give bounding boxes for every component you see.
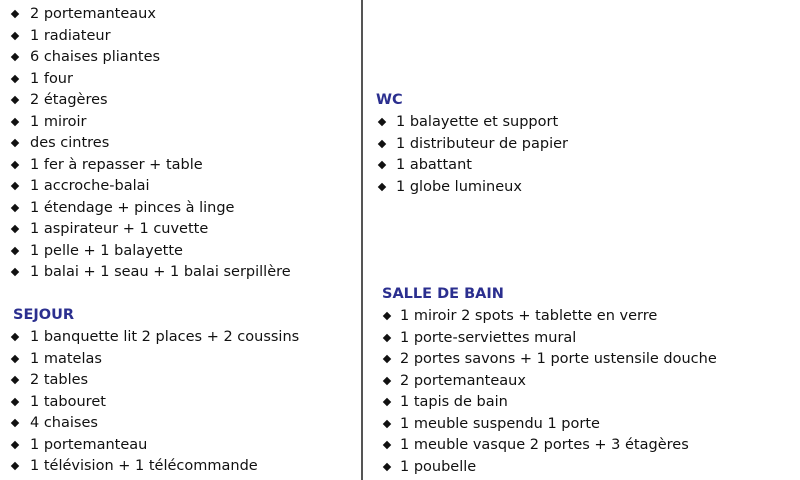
diamond-bullet-icon xyxy=(378,118,386,126)
diamond-bullet-icon xyxy=(11,462,19,470)
list-item-label: 1 balai + 1 seau + 1 balai serpillère xyxy=(30,264,291,280)
list-item-label: 6 chaises pliantes xyxy=(30,49,161,65)
diamond-bullet-icon xyxy=(383,462,391,470)
diamond-bullet-icon xyxy=(383,312,391,320)
list-item xyxy=(366,392,717,414)
list-item-label: 1 meuble vasque 2 portes + 3 étagères xyxy=(400,437,689,453)
section-heading-sejour: SEJOUR xyxy=(13,307,75,323)
list-item-label: 1 matelas xyxy=(30,350,102,367)
list-item xyxy=(0,69,291,91)
inventory-list-wc xyxy=(366,112,568,198)
diamond-bullet-icon xyxy=(378,139,386,147)
list-item-label: 1 accroche-balai xyxy=(30,178,150,194)
diamond-bullet-icon xyxy=(11,268,19,276)
diamond-bullet-icon xyxy=(11,225,19,233)
section-heading-salle-de-bain: SALLE DE BAIN xyxy=(382,286,504,302)
diamond-bullet-icon xyxy=(11,397,19,405)
diamond-bullet-icon xyxy=(11,333,19,341)
list-item-label: 1 miroir 2 spots + tablette en verre xyxy=(400,308,658,324)
list-item-label: 4 chaises xyxy=(30,415,98,431)
diamond-bullet-icon xyxy=(11,440,19,448)
list-item-label: 1 tabouret xyxy=(30,393,106,410)
diamond-bullet-icon xyxy=(11,117,19,125)
list-item-label: 1 porte-serviettes mural xyxy=(400,329,577,346)
list-item xyxy=(0,4,291,26)
list-item xyxy=(366,306,717,328)
list-item-label: 1 étendage + pinces à linge xyxy=(30,199,235,216)
left-column xyxy=(0,0,360,480)
list-item-label: 1 four xyxy=(30,70,73,87)
list-item xyxy=(0,155,291,177)
list-item-label: 1 globe lumineux xyxy=(396,178,522,195)
list-item xyxy=(0,370,299,392)
diamond-bullet-icon xyxy=(383,333,391,341)
list-item xyxy=(0,26,291,48)
list-item-label: 1 miroir xyxy=(30,113,87,130)
list-item-label: 1 radiateur xyxy=(30,27,111,44)
section-heading-wc: WC xyxy=(376,92,403,108)
list-item xyxy=(366,328,717,350)
list-item-label: 1 fer à repasser + table xyxy=(30,156,203,173)
list-item xyxy=(0,413,299,435)
list-item-label: 2 portemanteaux xyxy=(30,6,156,22)
list-item xyxy=(0,47,291,69)
list-item-label: 1 abattant xyxy=(396,157,472,173)
diamond-bullet-icon xyxy=(11,96,19,104)
list-item-label: 1 poubelle xyxy=(400,458,477,475)
list-item-label: des cintres xyxy=(30,135,110,151)
list-item xyxy=(0,262,291,284)
diamond-bullet-icon xyxy=(11,31,19,39)
list-item xyxy=(366,457,717,479)
diamond-bullet-icon xyxy=(378,161,386,169)
list-item xyxy=(0,392,299,414)
list-item-label: 1 pelle + 1 balayette xyxy=(30,242,183,259)
diamond-bullet-icon xyxy=(383,376,391,384)
list-item xyxy=(0,90,291,112)
diamond-bullet-icon xyxy=(11,160,19,168)
list-item xyxy=(0,349,299,371)
list-item xyxy=(0,456,299,478)
list-item xyxy=(366,155,568,177)
list-item-label: 2 étagères xyxy=(30,92,108,108)
list-item xyxy=(366,435,717,457)
inventory-list-salle-de-bain xyxy=(366,306,717,478)
list-item xyxy=(366,371,717,393)
diamond-bullet-icon xyxy=(11,376,19,384)
column-divider xyxy=(361,0,363,480)
list-item xyxy=(366,112,568,134)
list-item xyxy=(0,219,291,241)
inventory-list-misc xyxy=(0,4,291,284)
list-item-label: 1 banquette lit 2 places + 2 coussins xyxy=(30,329,300,345)
list-item xyxy=(0,176,291,198)
diamond-bullet-icon xyxy=(378,182,386,190)
inventory-list-sejour xyxy=(0,327,299,478)
diamond-bullet-icon xyxy=(11,182,19,190)
diamond-bullet-icon xyxy=(11,246,19,254)
list-item-label: 1 balayette et support xyxy=(396,114,559,130)
diamond-bullet-icon xyxy=(11,139,19,147)
list-item-label: 2 portemanteaux xyxy=(400,372,526,389)
list-item xyxy=(0,435,299,457)
list-item xyxy=(0,133,291,155)
list-item-label: 1 distributeur de papier xyxy=(396,135,568,152)
list-item-label: 1 télévision + 1 télécommande xyxy=(30,458,258,474)
list-item-label: 1 aspirateur + 1 cuvette xyxy=(30,221,209,237)
diamond-bullet-icon xyxy=(11,53,19,61)
list-item xyxy=(0,198,291,220)
list-item-label: 2 portes savons + 1 porte ustensile douche xyxy=(400,351,717,367)
list-item xyxy=(366,134,568,156)
diamond-bullet-icon xyxy=(11,203,19,211)
diamond-bullet-icon xyxy=(11,74,19,82)
list-item-label: 1 tapis de bain xyxy=(400,394,508,410)
diamond-bullet-icon xyxy=(11,354,19,362)
list-item xyxy=(366,414,717,436)
list-item xyxy=(0,112,291,134)
right-column xyxy=(366,0,800,480)
diamond-bullet-icon xyxy=(383,398,391,406)
list-item xyxy=(366,177,568,199)
list-item xyxy=(0,241,291,263)
list-item-label: 1 portemanteau xyxy=(30,436,148,453)
list-item xyxy=(0,327,299,349)
list-item xyxy=(366,349,717,371)
diamond-bullet-icon xyxy=(383,355,391,363)
list-item-label: 1 meuble suspendu 1 porte xyxy=(400,415,600,432)
diamond-bullet-icon xyxy=(11,419,19,427)
diamond-bullet-icon xyxy=(11,10,19,18)
list-item-label: 2 tables xyxy=(30,372,89,388)
diamond-bullet-icon xyxy=(383,441,391,449)
diamond-bullet-icon xyxy=(383,419,391,427)
